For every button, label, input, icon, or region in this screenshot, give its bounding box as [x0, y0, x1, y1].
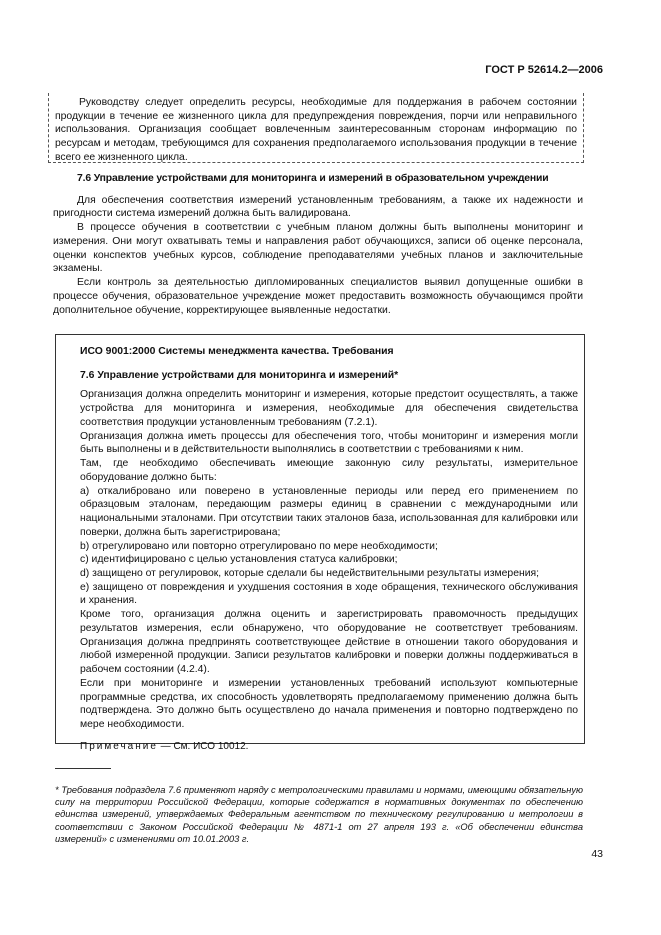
iso-list-item-a: a) откалибровано или поверено в установленные периоды или перед его применением по образцовым эталонам, передающим размеры единиц в сравнении с международными или национальными эталонами. При отсутствии таких эталонов база, использованная для калибровки или поверки, должна быть зарегистрирована;: [80, 485, 578, 538]
section-paragraph: Если контроль за деятельностью дипломированных специалистов выявил допущенные ошибки в процессе обучения, образовательное учреждение может предоставить возможность обучающимся пройти дополнительное обучение, корректирующее выявленные недостатки.: [53, 277, 583, 316]
iso-list-item-d: d) защищено от регулировок, которые сделали бы недействительными результаты измерения;: [80, 568, 540, 580]
iso-box-subtitle: 7.6 Управление устройствами для мониторинга и измерений*: [80, 369, 399, 381]
note-label: Примечание: [80, 740, 158, 752]
iso-paragraph: Там, где необходимо обеспечивать имеющие законную силу результаты, измерительное оборудование должно быть:: [80, 458, 578, 483]
section-7-6: [53, 172, 583, 317]
iso-box-title: ИСО 9001:2000 Системы менеджмента качества. Требования: [80, 346, 394, 357]
iso-quote-box: [55, 334, 585, 752]
footnote-divider: [55, 768, 111, 769]
iso-paragraph: Если при мониторинге и измерении установленных требований используют компьютерные программные средства, их способность удовлетворять предполагаемому применению должна быть подтверждена. Это должно быть осуществлено до начала применения и повторно подтверждено по мере необходимости.: [80, 677, 578, 731]
page-number: 43: [591, 848, 603, 860]
iso-list-item-e: e) защищено от повреждения и ухудшения состояния в ходе обращения, технического обслуживания и хранения.: [80, 581, 578, 607]
section-paragraph: В процессе обучения в соответствии с учебным планом должны быть выполнены мониторинг и измерения. Они могут охватывать темы и направления работ обучающихся, записи об оценке персонала, оценки конспектов учебных курсов, соблюдение преподавателями учебных планов и заключительные экзамены.: [53, 222, 583, 275]
dashed-text-box: [48, 93, 584, 163]
boxed-paragraph: Руководству следует определить ресурсы, необходимые для поддержания в рабочем состоянии продукции в течение ее жизненного цикла для предупреждения повреждения, порчи или неправильного использования. Организация сообщает вовлеченным заинтересованным сторонам информацию по ресурсам и методам, требующимся для сохранения предполагаемого использования продукции в течение всего ее жизненного цикла.: [55, 97, 577, 163]
footnote: * Требования подраздела 7.6 применяют наряду с метрологическими правилами и нормами, имеющими обязательную силу на территории Российской Федерации, которые содержатся в нормативных документах по обеспечению единства измерений, утверждаемых Федеральным агентством по техническому регулированию и метрологии в соответствии с Законом Российской Федерации № 4871-1 от 27 апреля 193 г. «Об обеспечении единства измерений» с изменениями от 10.01.2003 г.: [55, 785, 583, 844]
iso-paragraph: Организация должна определить мониторинг и измерения, которые предстоит осуществлять, а также устройства для мониторинга и измерения, необходимые для обеспечения свидетельства соответствия продукции установленным требованиям (7.2.1).: [80, 389, 578, 428]
iso-paragraph: Кроме того, организация должна оценить и зарегистрировать правомочность предыдущих результатов измерения, если обнаружено, что оборудование не соответствует требованиям. Организация должна предпринять соответствующее действие в отношении такого оборудования и любой измеренной продукции. Записи результатов калибровки и поверки должны поддерживаться в рабочем состоянии (4.2.4).: [80, 609, 578, 676]
section-title: 7.6 Управление устройствами для мониторинга и измерений в образовательном учреждении: [77, 173, 549, 184]
document-header: ГОСТ Р 52614.2—2006: [485, 64, 603, 76]
section-paragraph: Для обеспечения соответствия измерений установленным требованиям, а также их надежности и пригодности система измерений должна быть валидирована.: [53, 194, 583, 220]
note-text: — См. ИСО 10012.: [157, 740, 249, 752]
iso-note: [80, 740, 578, 753]
iso-list-item-b: b) отрегулировано или повторно отрегулировано по мере необходимости;: [80, 540, 438, 552]
iso-list-item-c: c) идентифицировано с целью установления статуса калибровки;: [80, 554, 398, 566]
iso-paragraph: Организация должна иметь процессы для обеспечения того, чтобы мониторинг и измерения могли быть выполнены и в действительности выполнялись в соответствии с требованиями к ним.: [80, 430, 578, 456]
